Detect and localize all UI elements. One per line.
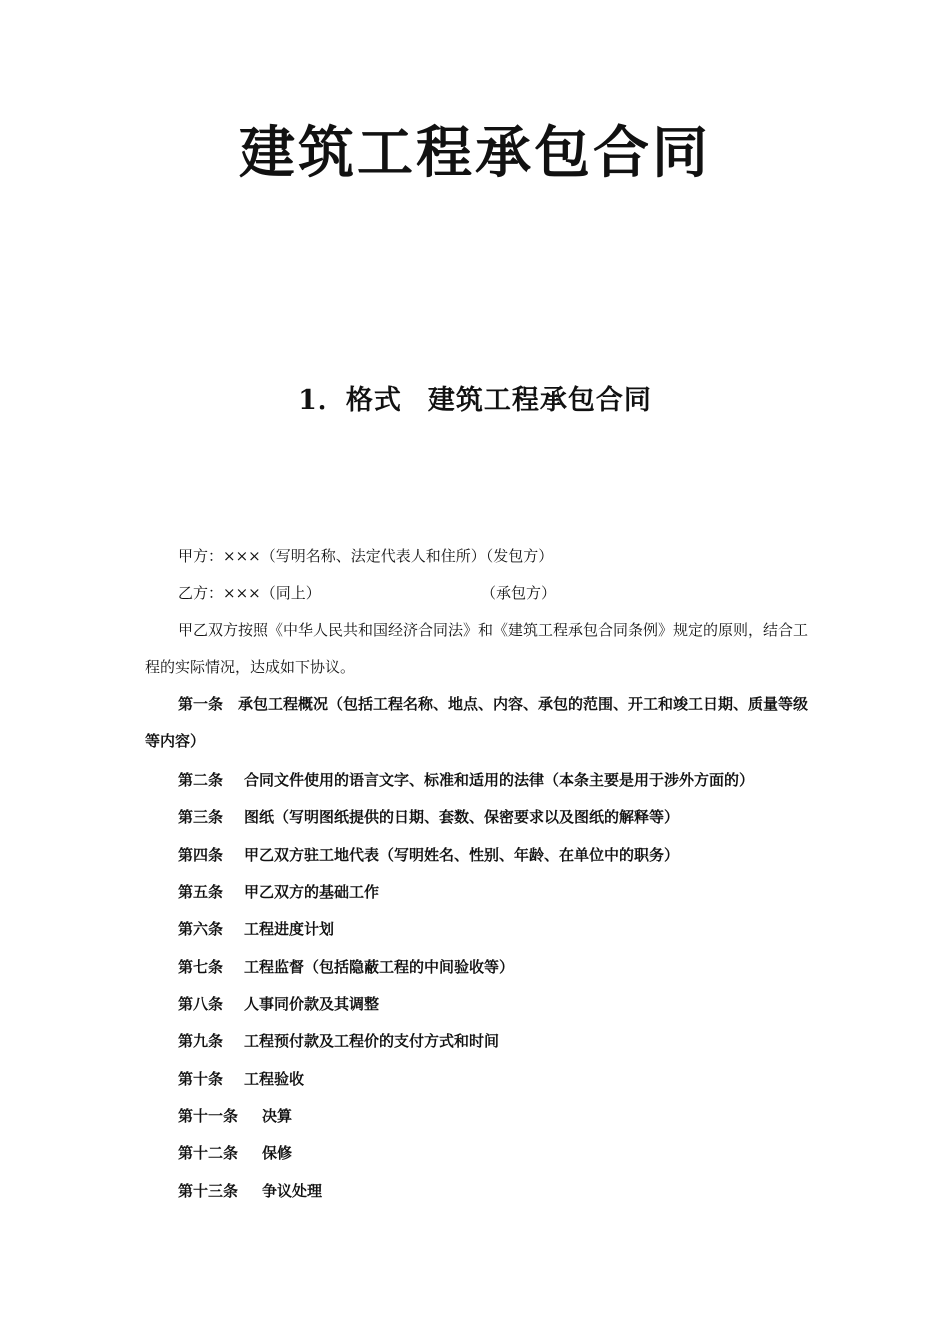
- article-text: 工程验收: [244, 1070, 305, 1088]
- article-item: [178, 1143, 292, 1163]
- article-item: [178, 1181, 322, 1201]
- article-item: [178, 807, 679, 827]
- document-title: 建筑工程承包合同: [239, 120, 711, 186]
- article-text: 工程进度计划: [244, 920, 335, 938]
- article-item: [178, 1106, 292, 1126]
- article-number: 第四条: [178, 846, 224, 864]
- article-text: 甲乙双方驻工地代表（写明姓名、性别、年龄、在单位中的职务）: [244, 846, 680, 864]
- article-text: 保修: [262, 1144, 293, 1162]
- article-number: 第十三条: [178, 1182, 239, 1200]
- article-number: 第十一条: [178, 1107, 239, 1125]
- party-b-role: （承包方）: [481, 584, 557, 602]
- article-number: 第二条: [178, 771, 224, 789]
- article-text: 工程监督（包括隐蔽工程的中间验收等）: [244, 958, 515, 976]
- article-number: 第六条: [178, 920, 224, 938]
- article-item: [178, 919, 334, 939]
- party-b-line: [178, 583, 557, 603]
- article-text: 争议处理: [262, 1182, 323, 1200]
- article-number: 第九条: [178, 1032, 224, 1050]
- section-number: 1．格式: [298, 385, 402, 416]
- article-number: 第十二条: [178, 1144, 239, 1162]
- article-text: 合同文件使用的语言文字、标准和适用的法律（本条主要是用于涉外方面的）: [244, 771, 755, 789]
- article-item: [178, 1069, 304, 1089]
- article-item: [178, 994, 379, 1014]
- section-heading: [0, 384, 950, 418]
- article-number: 第八条: [178, 995, 224, 1013]
- party-a-line: 甲方：×××（写明名称、法定代表人和住所）（发包方）: [178, 547, 554, 565]
- article-item: [178, 957, 514, 977]
- article-item: [178, 770, 754, 790]
- article-item: [178, 845, 679, 865]
- section-heading-text: 建筑工程承包合同: [427, 385, 652, 416]
- preamble-paragraph: 甲乙双方按照《中华人民共和国经济合同法》和《建筑工程承包合同条例》规定的原则，结合工程的实际情况，达成如下协议。: [145, 621, 809, 676]
- article-text: 图纸（写明图纸提供的日期、套数、保密要求以及图纸的解释等）: [244, 808, 680, 826]
- article-text: 工程预付款及工程价的支付方式和时间: [244, 1032, 500, 1050]
- article-number: 第十条: [178, 1070, 224, 1088]
- article-number: 第七条: [178, 958, 224, 976]
- article-number: 第五条: [178, 883, 224, 901]
- article-item: [178, 1031, 499, 1051]
- article-1-paragraph: 第一条 承包工程概况（包括工程名称、地点、内容、承包的范围、开工和竣工日期、质量等级等内容）: [145, 695, 809, 750]
- article-item: [178, 882, 379, 902]
- party-b-name: 乙方：×××（同上）: [178, 584, 321, 602]
- article-text: 甲乙双方的基础工作: [244, 883, 380, 901]
- article-text: 决算: [262, 1107, 293, 1125]
- article-number: 第三条: [178, 808, 224, 826]
- article-text: 人事同价款及其调整: [244, 995, 380, 1013]
